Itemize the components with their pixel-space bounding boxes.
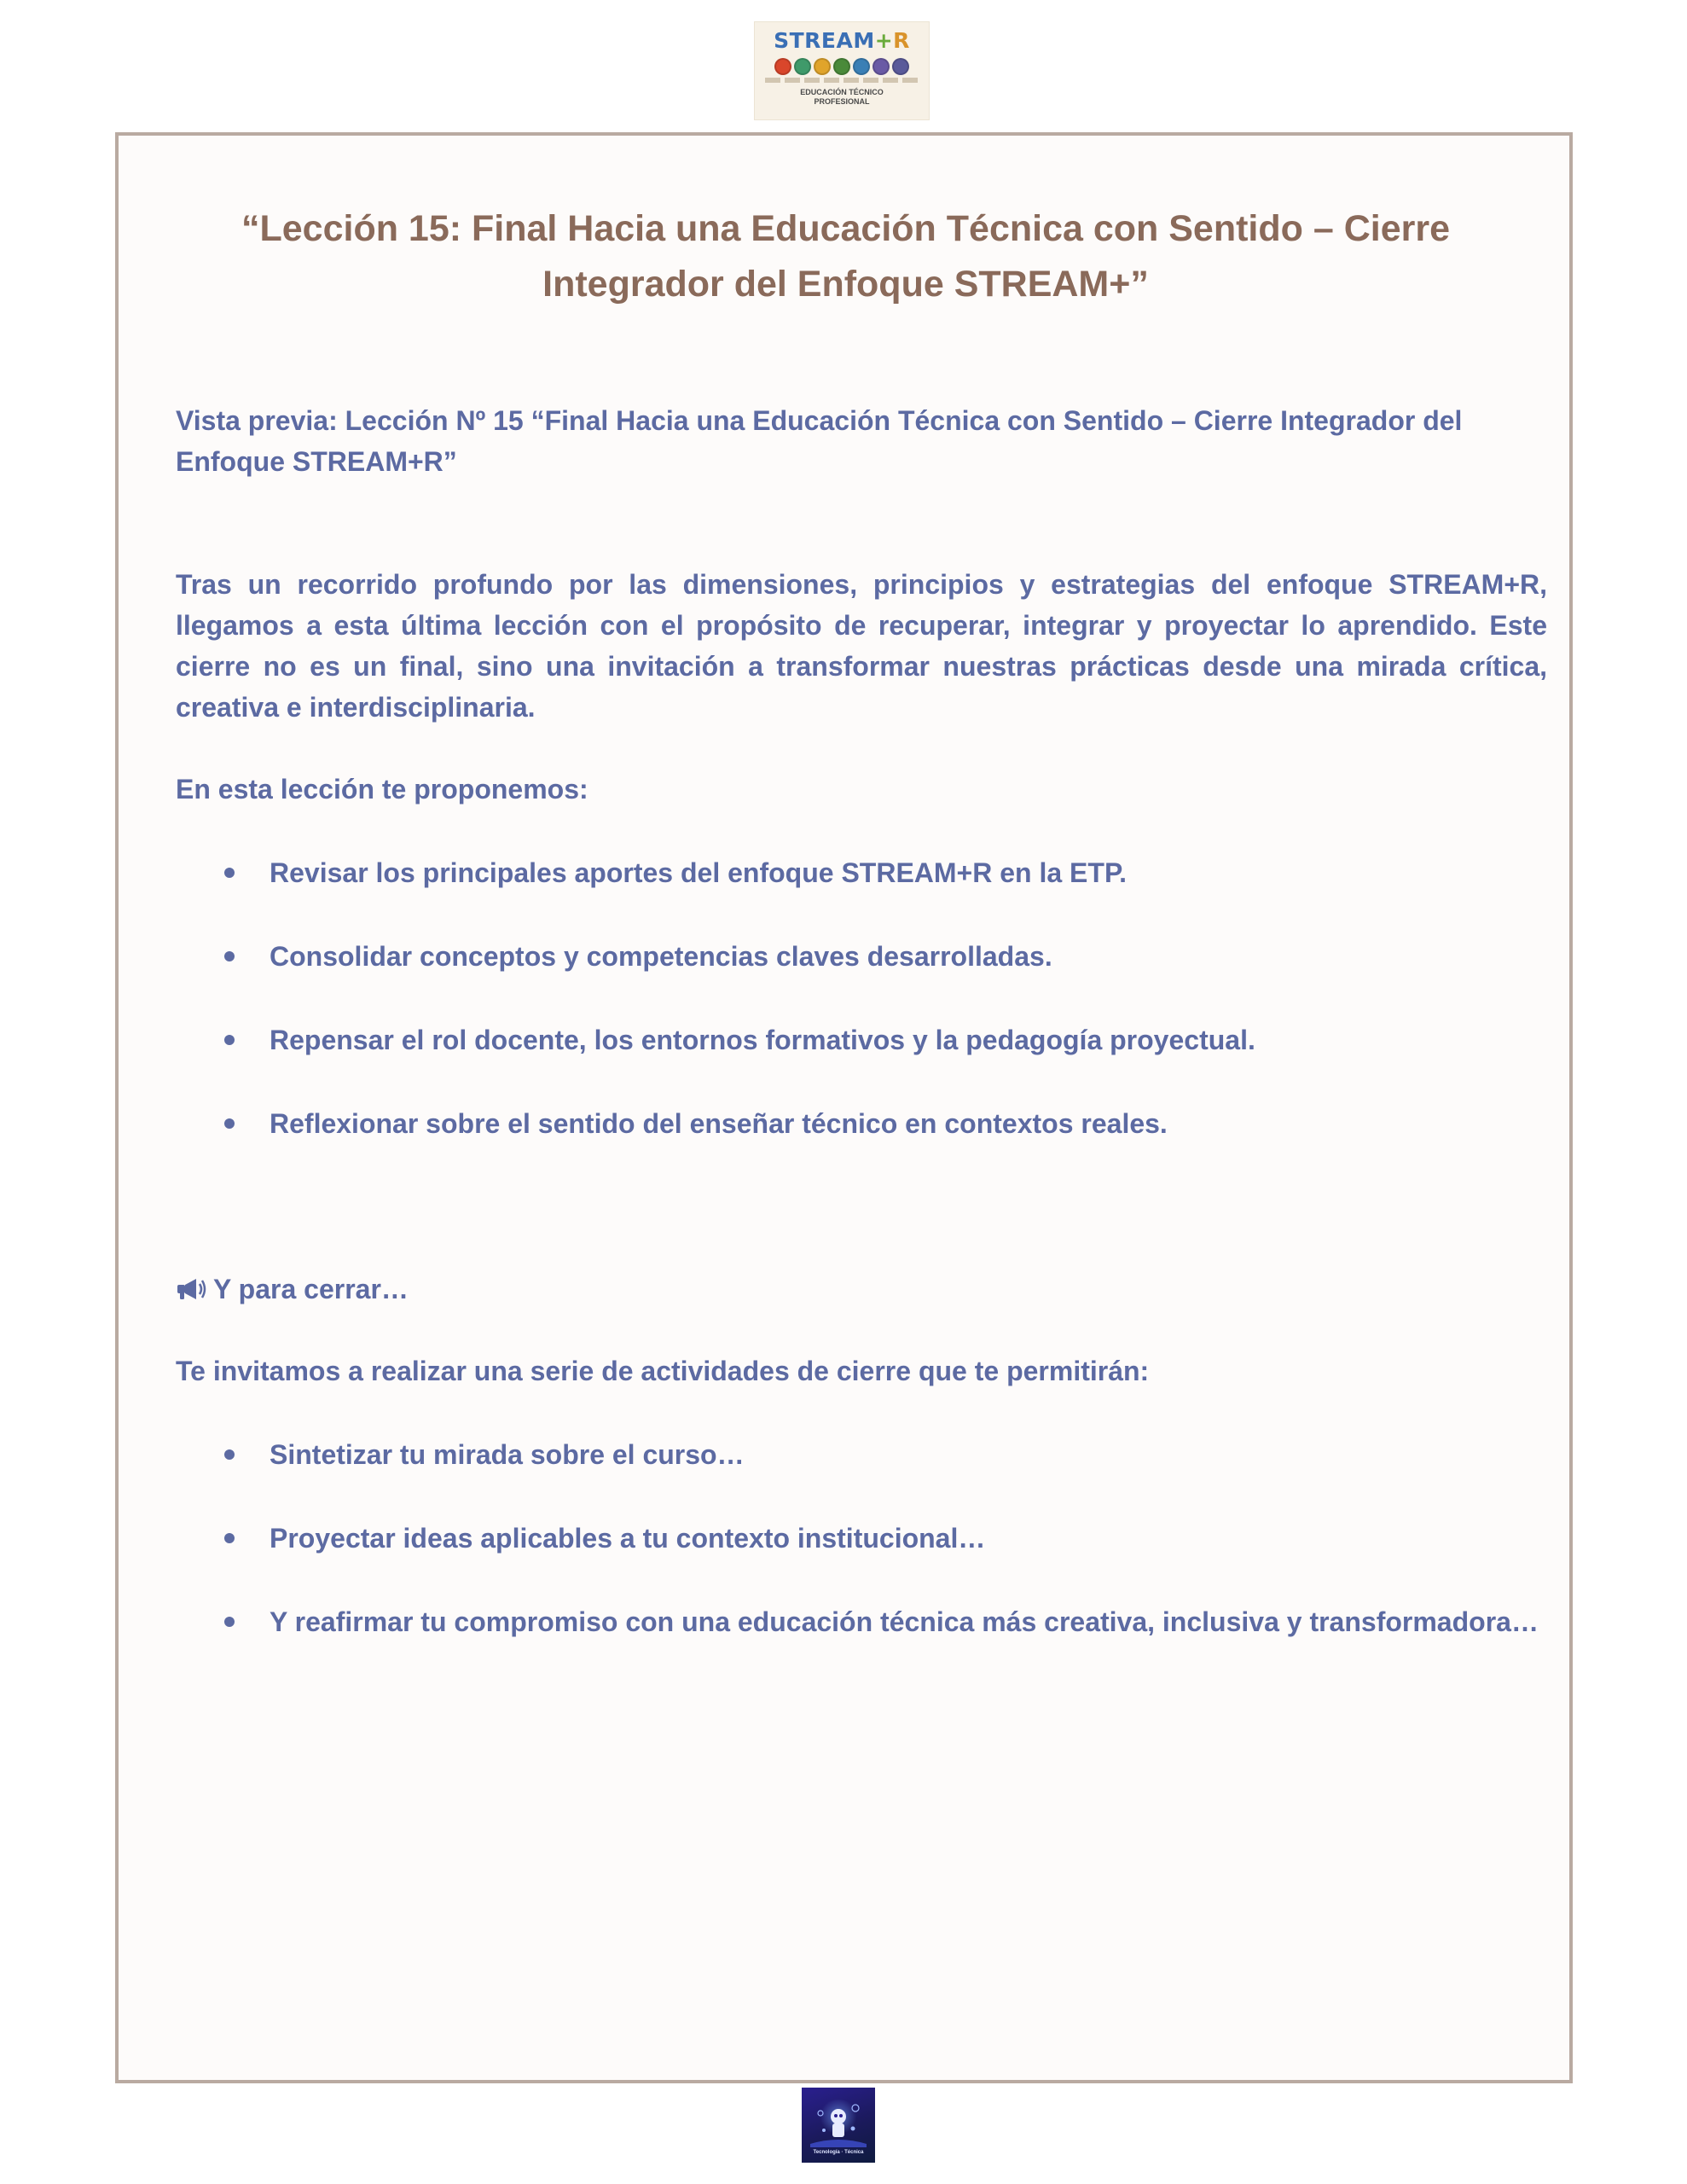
- list-item: [176, 852, 1547, 893]
- list-item-text: Revisar los principales aportes del enfoque STREAM+R en la ETP.: [270, 857, 1128, 888]
- list-item: [176, 1518, 1547, 1559]
- logo-discipline-icon: [814, 58, 831, 75]
- bullet-icon: [224, 1118, 235, 1129]
- logo-subtitle: EDUCACIÓN TÉCNICO PROFESIONAL: [800, 88, 884, 106]
- bullet-icon: [224, 951, 235, 961]
- preview-line: Vista previa: Lección Nº 15 “Final Hacia una Educación Técnica con Sentido – Cierre Integrador del Enfoque STREAM+R”: [176, 405, 1463, 477]
- page-frame: [115, 132, 1573, 2083]
- closing-heading: [176, 1269, 1547, 1310]
- lesson-content: [176, 400, 1547, 1642]
- logo-discipline-icon: [853, 58, 870, 75]
- bullet-icon: [224, 1533, 235, 1543]
- logo-icon-row: [755, 58, 929, 75]
- logo-discipline-icon: [833, 58, 850, 75]
- logo-discipline-icon: [774, 58, 791, 75]
- list-item: [176, 1103, 1547, 1144]
- proposal-list: [176, 852, 1547, 1144]
- tecnologia-tecnica-logo: [802, 2088, 875, 2163]
- list-item: [176, 1019, 1547, 1060]
- logo-discipline-icon: [892, 58, 909, 75]
- bullet-icon: [224, 1449, 235, 1460]
- closing-heading-text: Y para cerrar…: [213, 1274, 409, 1304]
- list-item: [176, 936, 1547, 977]
- megaphone-icon: [176, 1276, 208, 1302]
- list-item: [176, 1434, 1547, 1475]
- lesson-title: “Lección 15: Final Hacia una Educación Técnica con Sentido – Cierre Integrador del Enfoque STREAM+”: [241, 208, 1451, 305]
- logo-wordmark: STREAM+R: [774, 28, 910, 53]
- closing-list: [176, 1434, 1547, 1642]
- bullet-icon: [224, 1035, 235, 1045]
- list-item-text: Proyectar ideas aplicables a tu contexto institucional…: [270, 1523, 986, 1554]
- list-item: [176, 1601, 1547, 1642]
- list-item-text: Sintetizar tu mirada sobre el curso…: [270, 1439, 745, 1470]
- closing-intro: Te invitamos a realizar una serie de actividades de cierre que te permitirán:: [176, 1356, 1150, 1386]
- proposal-heading: En esta lección te proponemos:: [176, 774, 588, 804]
- logo-caption: Tecnología · Técnica: [813, 2150, 864, 2155]
- logo-icon-captions: [765, 78, 919, 83]
- list-item-text: Reflexionar sobre el sentido del enseñar técnico en contextos reales.: [270, 1108, 1168, 1139]
- intro-paragraph: Tras un recorrido profundo por las dimensiones, principios y estrategias del enfoque STREAM+R, llegamos a esta última lección con el propósito de recuperar, integrar y proyectar lo aprendido. Este cierre no es un final, sino una invitación a transformar nuestras prácticas desde una mirada crítica, creativa e interdisciplinaria.: [176, 569, 1547, 723]
- logo-discipline-icon: [794, 58, 811, 75]
- list-item-text: Y reafirmar tu compromiso con una educación técnica más creativa, inclusiva y transformadora…: [270, 1606, 1539, 1637]
- list-item-text: Repensar el rol docente, los entornos formativos y la pedagogía proyectual.: [270, 1025, 1255, 1055]
- logo-discipline-icon: [872, 58, 890, 75]
- bullet-icon: [224, 1617, 235, 1627]
- list-item-text: Consolidar conceptos y competencias claves desarrolladas.: [270, 941, 1052, 972]
- bullet-icon: [224, 868, 235, 878]
- streamr-logo: [754, 21, 930, 120]
